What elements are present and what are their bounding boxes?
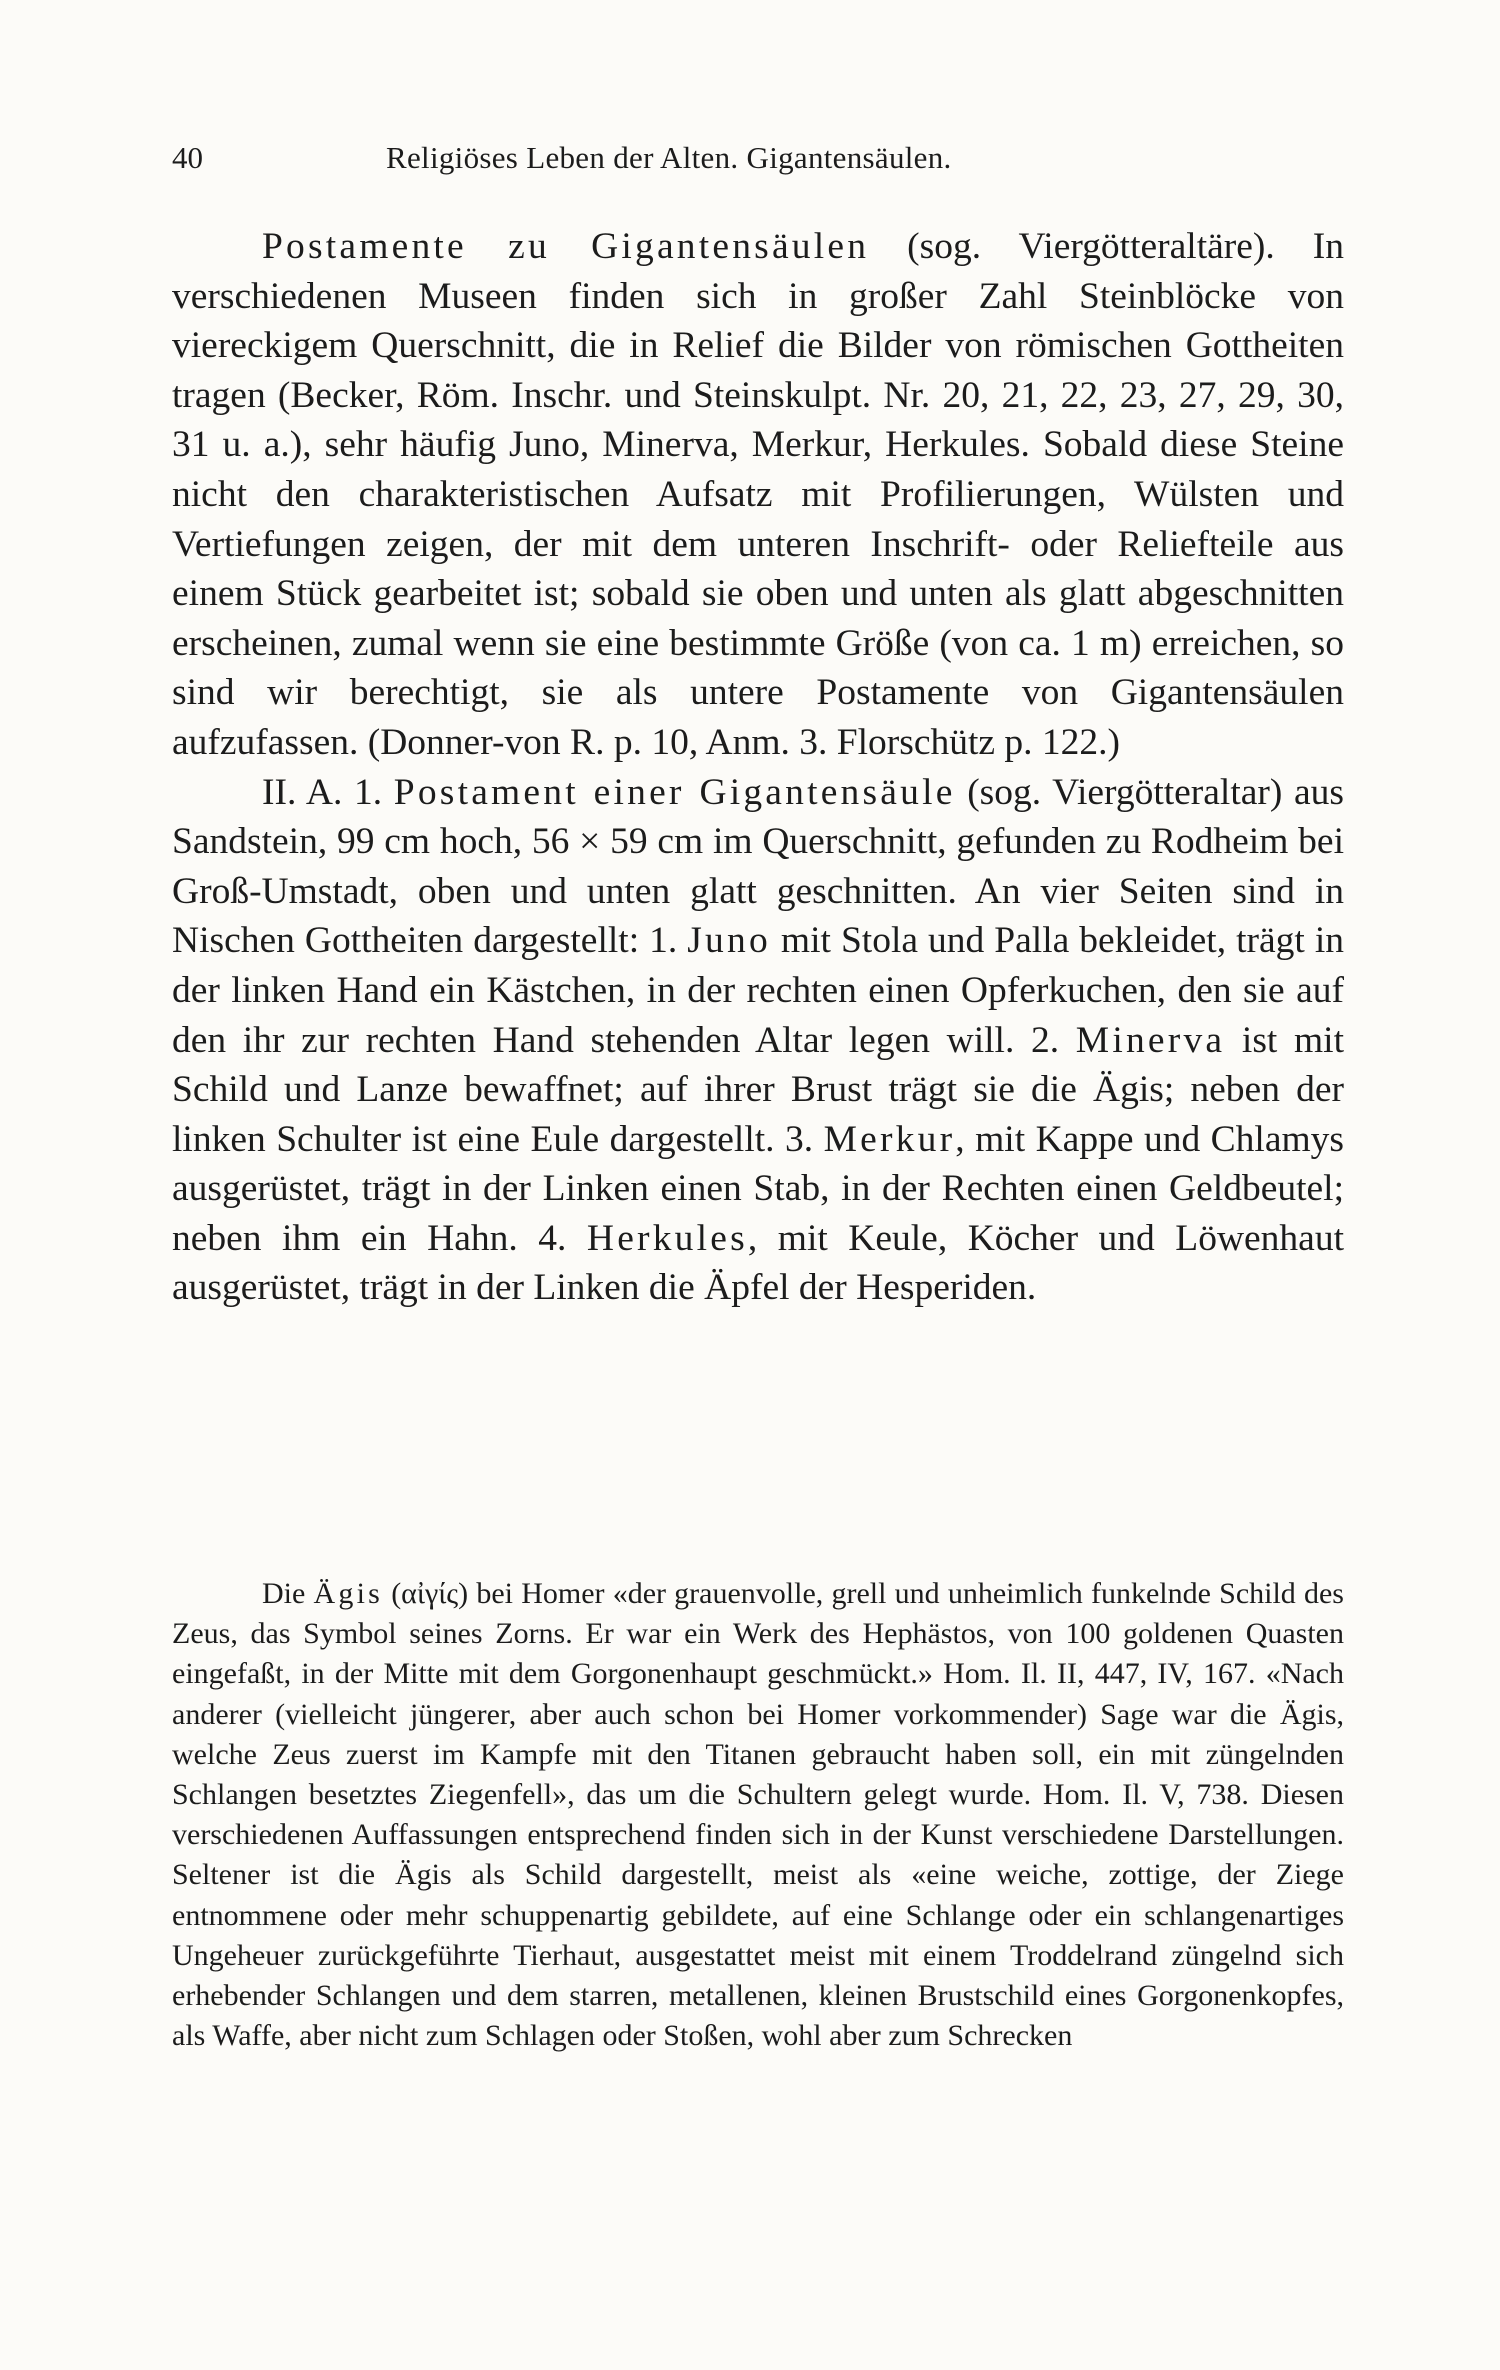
note-term: Ägis [313,1577,383,1610]
paragraph-text: , mit Keule, Köcher und Löwenhaut ausgerüstet, trägt in der Linken die Äpfel der Hesperiden. [172,1217,1344,1309]
deity-juno: Juno [687,920,771,962]
paragraph-catalog-entry [172,768,1344,1314]
deity-minerva: Minerva [1075,1019,1226,1061]
paragraph-postamente [172,222,1344,768]
note-aegis: Die Ägis (αἰγίς) bei Homer «der grauenvolle, grell und unheimlich funkelnde Schild des Zeus, das Symbol seines Zorns. Er war ein Werk des Hephästos, von 100 goldenen Quasten eingefaßt, in der Mitte mit dem Gorgonenhaupt geschmückt.» Hom. Il. II, 447, IV, 167. «Nach anderer (vielleicht jüngerer, aber auch schon bei Homer vorkommender) Sage war die Ägis, welche Zeus zuerst im Kampfe mit den Titanen gebraucht haben soll, ein mit züngelnden Schlangen besetztes Ziegenfell», das um die Schultern gelegt wurde. Hom. Il. V, 738. Diesen verschiedenen Auffassungen entsprechend finden sich in der Kunst verschiedene Darstellungen. Seltener ist die Ägis als Schild dargestellt, meist als «eine weiche, zottige, der Ziege entnommene oder mehr schuppenartig gebildete, auf eine Schlange oder ein schlangenartiges Ungeheuer zurückgeführte Tierhaut, ausgestattet meist mit einem Troddelrand züngelnd sich erhebender Schlangen und dem starren, metallenen, kleinen Brustschild eines Gorgonenkopfes, als Waffe, aber nicht zum Schlagen oder Stoßen, wohl aber zum Schrecken [172,1577,1344,2053]
section-heading: Postamente zu Gigantensäulen [262,226,870,267]
page-number: 40 [172,140,203,175]
main-text [172,222,1344,1313]
running-head: Religiöses Leben der Alten. Gigantensäulen. [386,140,952,175]
catalog-heading: Postament einer Gigantensäule [393,771,956,813]
catalog-number: II. A. 1. [262,771,383,813]
page-header [172,138,1344,178]
paragraph-text: ist mit Schild und Lanze bewaffnet; auf ihrer Brust trägt sie die Ägis; neben der linken Schulter ist eine Eule dargestellt. 3. [172,1019,1344,1160]
paragraph-text: (sog. Viergötteraltäre). In verschiedenen Museen finden sich in großer Zahl Steinblöcke von viereckigem Querschnitt, die in Relief die Bilder von römischen Gottheiten tragen (Becker, Röm. Inschr. und Steinskulpt. Nr. 20, 21, 22, 23, 27, 29, 30, 31 u. a.), sehr häufig Juno, Minerva, Merkur, Herkules. Sobald diese Steine nicht den charakteristischen Aufsatz mit Profilierungen, Wülsten und Vertiefungen zeigen, der mit dem unteren Inschrift- oder Reliefteile aus einem Stück gearbeitet ist; sobald sie oben und unten als glatt abgeschnitten erscheinen, zumal wenn sie eine bestimmte Größe (von ca. 1 m) erreichen, so sind wir berechtigt, sie als untere Postamente von Gigantensäulen aufzufassen. (Donner-von R. p. 10, Anm. 3. Florschütz p. 122.) [172,226,1345,763]
note-text: (αἰγίς) bei Homer «der grauenvolle, grell und unheimlich funkelnde Schild des Zeus, das Symbol seines Zorns. Er war ein Werk des Hephästos, von 100 goldenen Quasten eingefaßt, in der Mitte mit dem Gorgonenhaupt geschmückt.» Hom. Il. II, 447, IV, 167. «Nach anderer (vielleicht jüngerer, aber auch schon bei Homer vorkommender) Sage war die Ägis, welche Zeus zuerst im Kampfe mit den Titanen gebraucht haben soll, ein mit züngelnden Schlangen besetztes Ziegenfell», das um die Schultern gelegt wurde. Hom. Il. V, 738. Diesen verschiedenen Auffassungen entsprechend finden sich in der Kunst verschiedene Darstellungen. Seltener ist die Ägis als Schild dargestellt, meist als «eine weiche, zottige, der Ziege entnommene oder mehr schuppenartig gebildete, auf eine Schlange oder ein schlangenartiges Ungeheuer zurückgeführte Tierhaut, ausgestattet meist mit einem Troddelrand züngelnd sich erhebender Schlangen und dem starren, metallenen, kleinen Brustschild eines Gorgonenkopfes, als Waffe, aber nicht zum Schlagen oder Stoßen, wohl aber zum Schrecken [172,1577,1344,2053]
paragraph-text: mit Stola und Palla bekleidet, trägt in der linken Hand ein Kästchen, in der rechten einen Opferkuchen, den sie auf den ihr zur rechten Hand stehenden Altar legen will. 2. [172,920,1344,1061]
deity-herkules: Herkules [586,1217,748,1259]
paragraph-text: , mit Kappe und Chlamys ausgerüstet, trägt in der Linken einen Stab, in der Rechten einen Geldbeutel; neben ihm ein Hahn. 4. [172,1118,1344,1259]
paragraph-text: (sog. Viergötteraltar) aus Sandstein, 99 cm hoch, 56 × 59 cm im Querschnitt, gefunden zu Rodheim bei Groß-Umstadt, oben und unten glatt geschnitten. An vier Seiten sind in Nischen Gottheiten dargestellt: 1. [172,771,1345,962]
deity-merkur: Merkur [823,1118,956,1160]
footnote-block [172,1574,1344,2056]
